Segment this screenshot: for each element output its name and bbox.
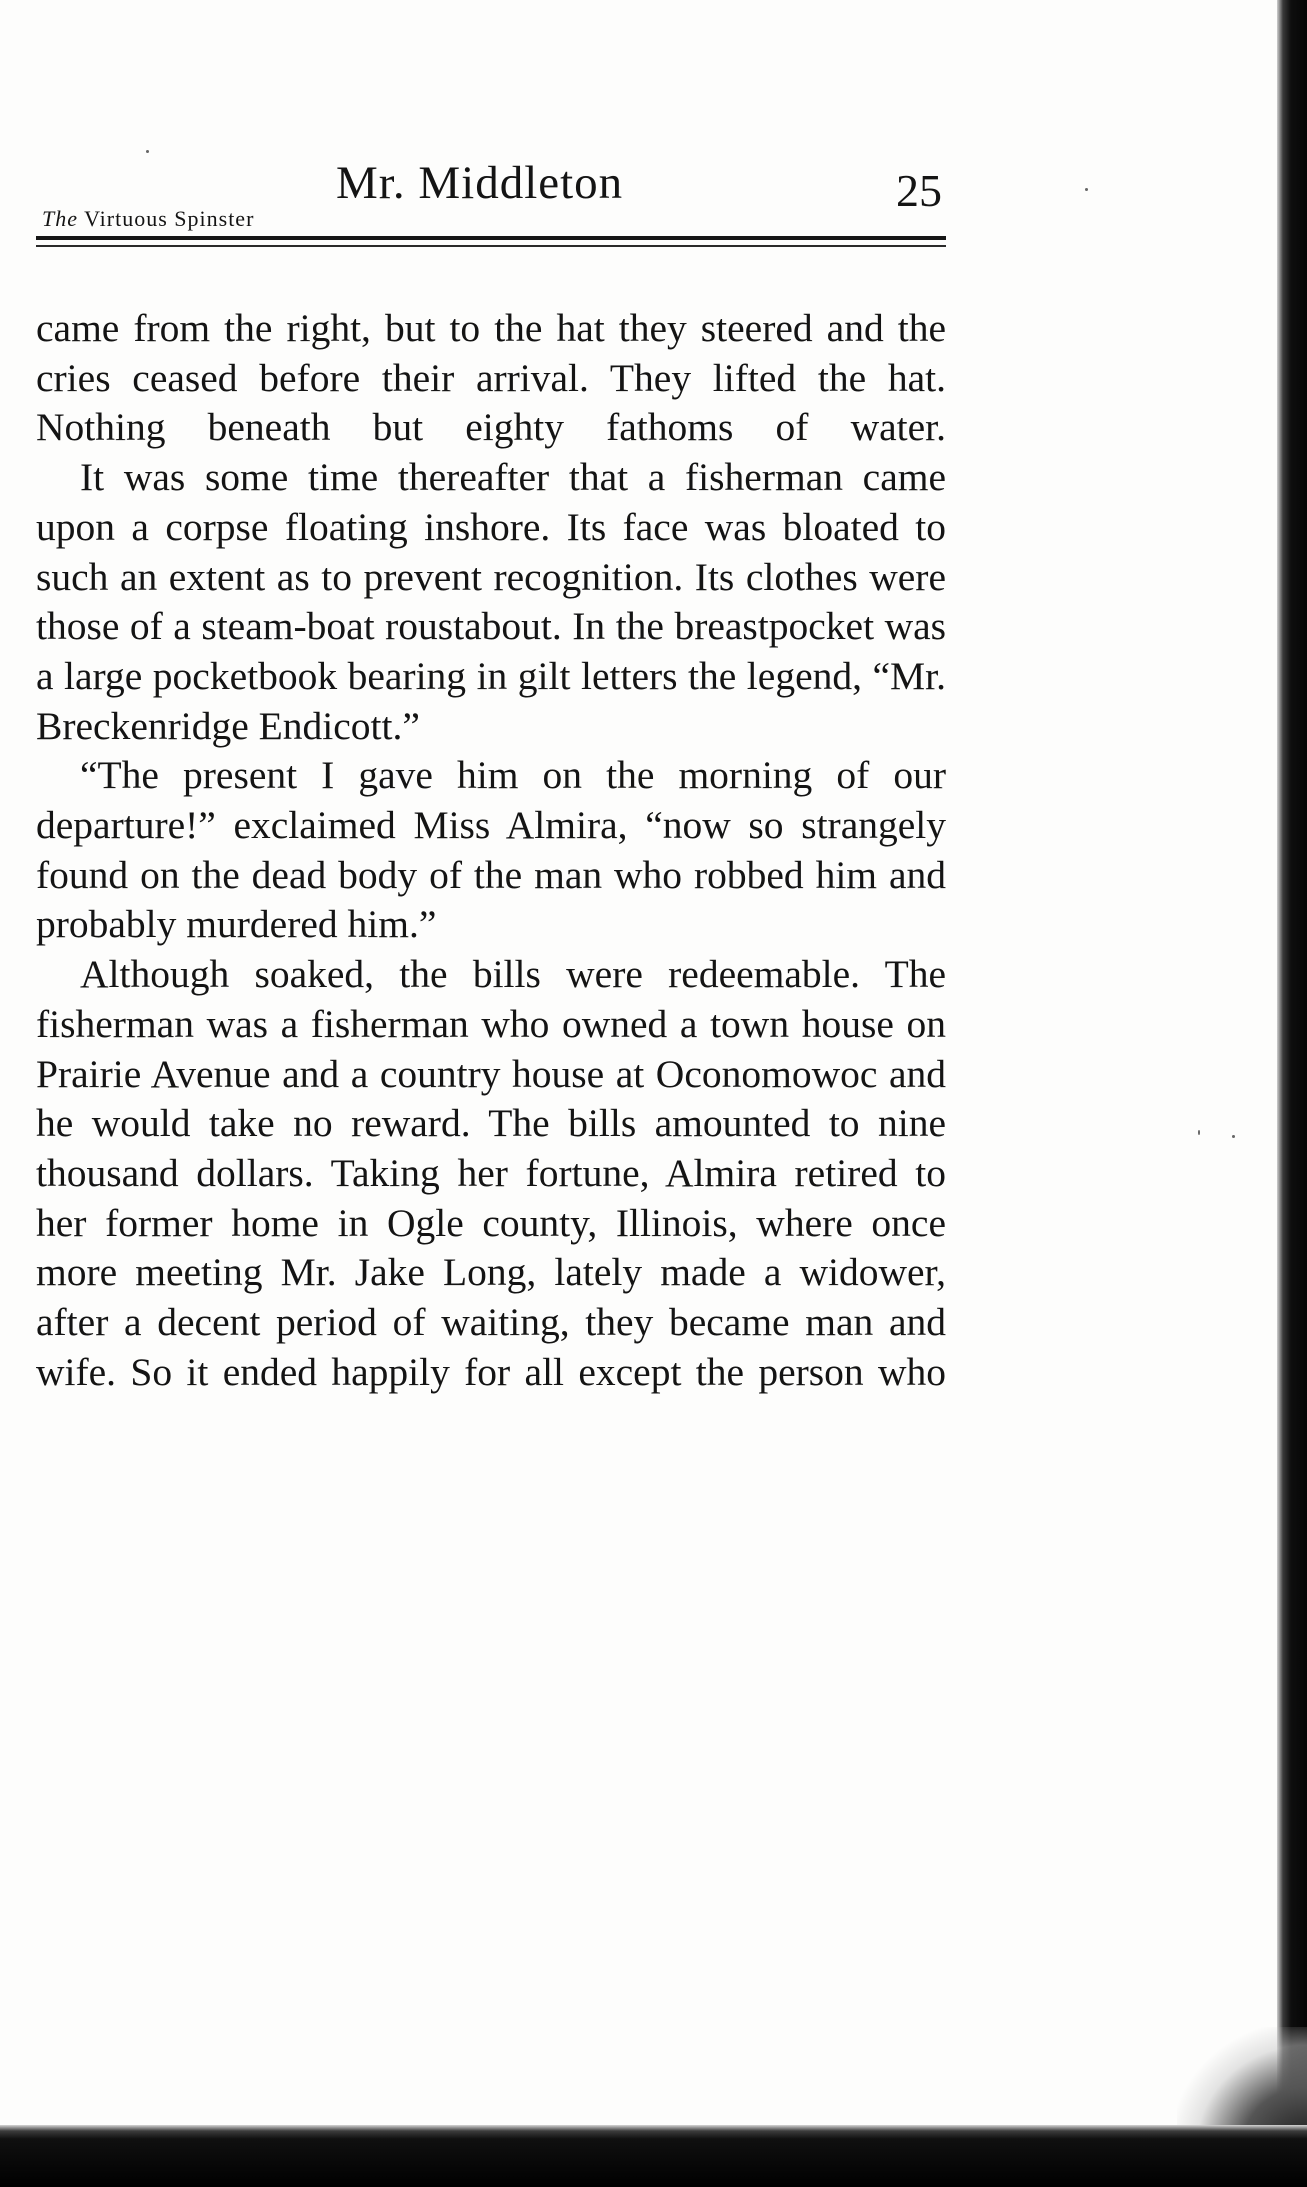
header-rule-thick: [36, 236, 946, 240]
scan-speck: [1232, 1135, 1235, 1138]
page-number: 25: [896, 165, 942, 216]
running-title: Mr. Middleton: [336, 157, 624, 209]
running-head: [36, 150, 946, 245]
book-title-article: The: [42, 206, 78, 231]
scan-speck: [146, 150, 149, 153]
scan-bottom-band: [0, 2125, 1307, 2187]
scan-speck: [1085, 188, 1088, 191]
paragraph-3: “The present I gave him on the morning of our departure!” exclaimed Miss Almira, “now so strangely found on the dead body of the man who robbed him and probably murdered him.”: [36, 753, 946, 947]
scan-edge-shadow: [1277, 0, 1307, 2187]
header-rule-thin: [36, 245, 946, 247]
paragraph-4: Although soaked, the bills were redeemable. The fisherman was a fisherman who owned a town house on Prairie Avenue and a country house at Oconomowoc and he would take no reward. The bills amounted to nine thousand dollars. Taking her fortune, Almira retired to her former home in Ogle county, Illinois, where once more meeting Mr. Jake Long, lately made a widower, after a decent period of waiting, they became man and wife. So it ended happily for all except the person who: [36, 952, 946, 1394]
scan-speck: [1198, 1130, 1200, 1135]
body-text: [36, 304, 946, 1397]
book-title-name: Virtuous Spinster: [78, 206, 255, 231]
paragraph-1: came from the right, but to the hat they steered and the cries ceased before their arrival. They lifted the hat. Nothing beneath but eighty fathoms of water.: [36, 306, 946, 450]
book-title: [42, 206, 254, 232]
paragraph-2: It was some time thereafter that a fisherman came upon a corpse floating inshore. Its face was bloated to such an extent as to prevent recognition. Its clothes were those of a steam-boat roustabout. In the breastpocket was a large pocketbook bearing in gilt letters the legend, “Mr. Breckenridge Endicott.”: [36, 455, 946, 748]
